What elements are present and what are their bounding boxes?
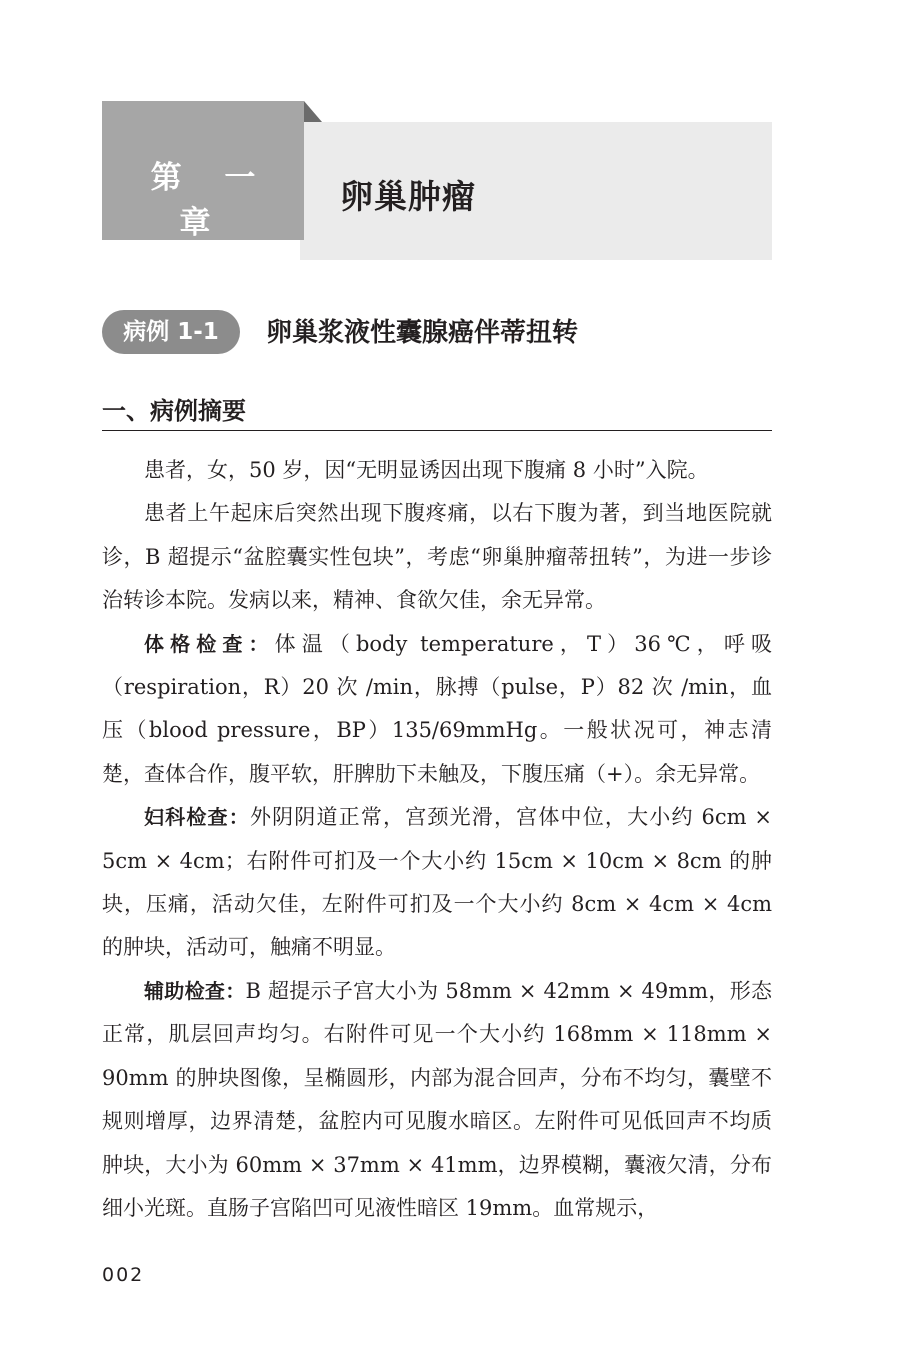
section-heading: 一、病例摘要 (102, 397, 246, 425)
paragraph-text: 体温（body temperature，T）36℃，呼吸（respiration，R）20 次 /min，脉搏（pulse，P）82 次 /min，血压（blood pressure，BP）135/69mmHg。一般状况可，神志清楚，查体合作，腹平软，肝脾肋下未触及，下腹压痛（+）。余无异常。 (102, 631, 772, 786)
paragraph-physical-exam (102, 623, 772, 797)
paragraph-text: 患者上午起床后突然出现下腹疼痛，以右下腹为著，到当地医院就诊，B 超提示“盆腔囊实性包块”，考虑“卵巢肿瘤蒂扭转”，为进一步诊治转诊本院。发病以来，精神、食欲欠佳，余无异常。 (102, 501, 772, 613)
paragraph-lead: 体格检查： (144, 631, 275, 656)
chapter-number: 第 一 章 (150, 160, 272, 241)
paragraph-text: 外阴阴道正常，宫颈光滑，宫体中位，大小约 6cm × 5cm × 4cm；右附件可扪及一个大小约 15cm × 10cm × 8cm 的肿块，压痛，活动欠佳，左附件可扪及一个大小约 8cm × 4cm × 4cm 的肿块，活动可，触痛不明显。 (102, 805, 773, 960)
paragraph-lead: 辅助检查： (144, 978, 246, 1003)
page-number: 002 (102, 1264, 145, 1286)
case-title: 卵巢浆液性囊腺癌伴蒂扭转 (266, 318, 579, 348)
case-summary-body (102, 449, 772, 1230)
section-divider (102, 430, 772, 431)
chapter-tab-fold (304, 101, 322, 122)
paragraph-lead: 妇科检查： (144, 805, 250, 830)
chapter-title: 卵巢肿瘤 (340, 177, 476, 216)
paragraph-auxiliary-exam (102, 970, 772, 1230)
case-number-badge: 病例 1-1 (102, 310, 240, 354)
paragraph-history (102, 492, 772, 622)
paragraph-chief-complaint (102, 449, 772, 492)
paragraph-gynecologic-exam (102, 796, 772, 970)
paragraph-text: B 超提示子宫大小为 58mm × 42mm × 49mm，形态正常，肌层回声均匀。右附件可见一个大小约 168mm × 118mm × 90mm 的肿块图像，呈椭圆形，内部为混合回声，分布不均匀，囊壁不规则增厚，边界清楚，盆腔内可见腹水暗区。左附件可见低回声不均质肿块，大小为 60mm × 37mm × 41mm，边界模糊，囊液欠清，分布细小光斑。直肠子宫陷凹可见液性暗区 19mm。血常规示， (102, 978, 773, 1220)
paragraph-text: 患者，女，50 岁，因“无明显诱因出现下腹痛 8 小时”入院。 (144, 458, 709, 482)
